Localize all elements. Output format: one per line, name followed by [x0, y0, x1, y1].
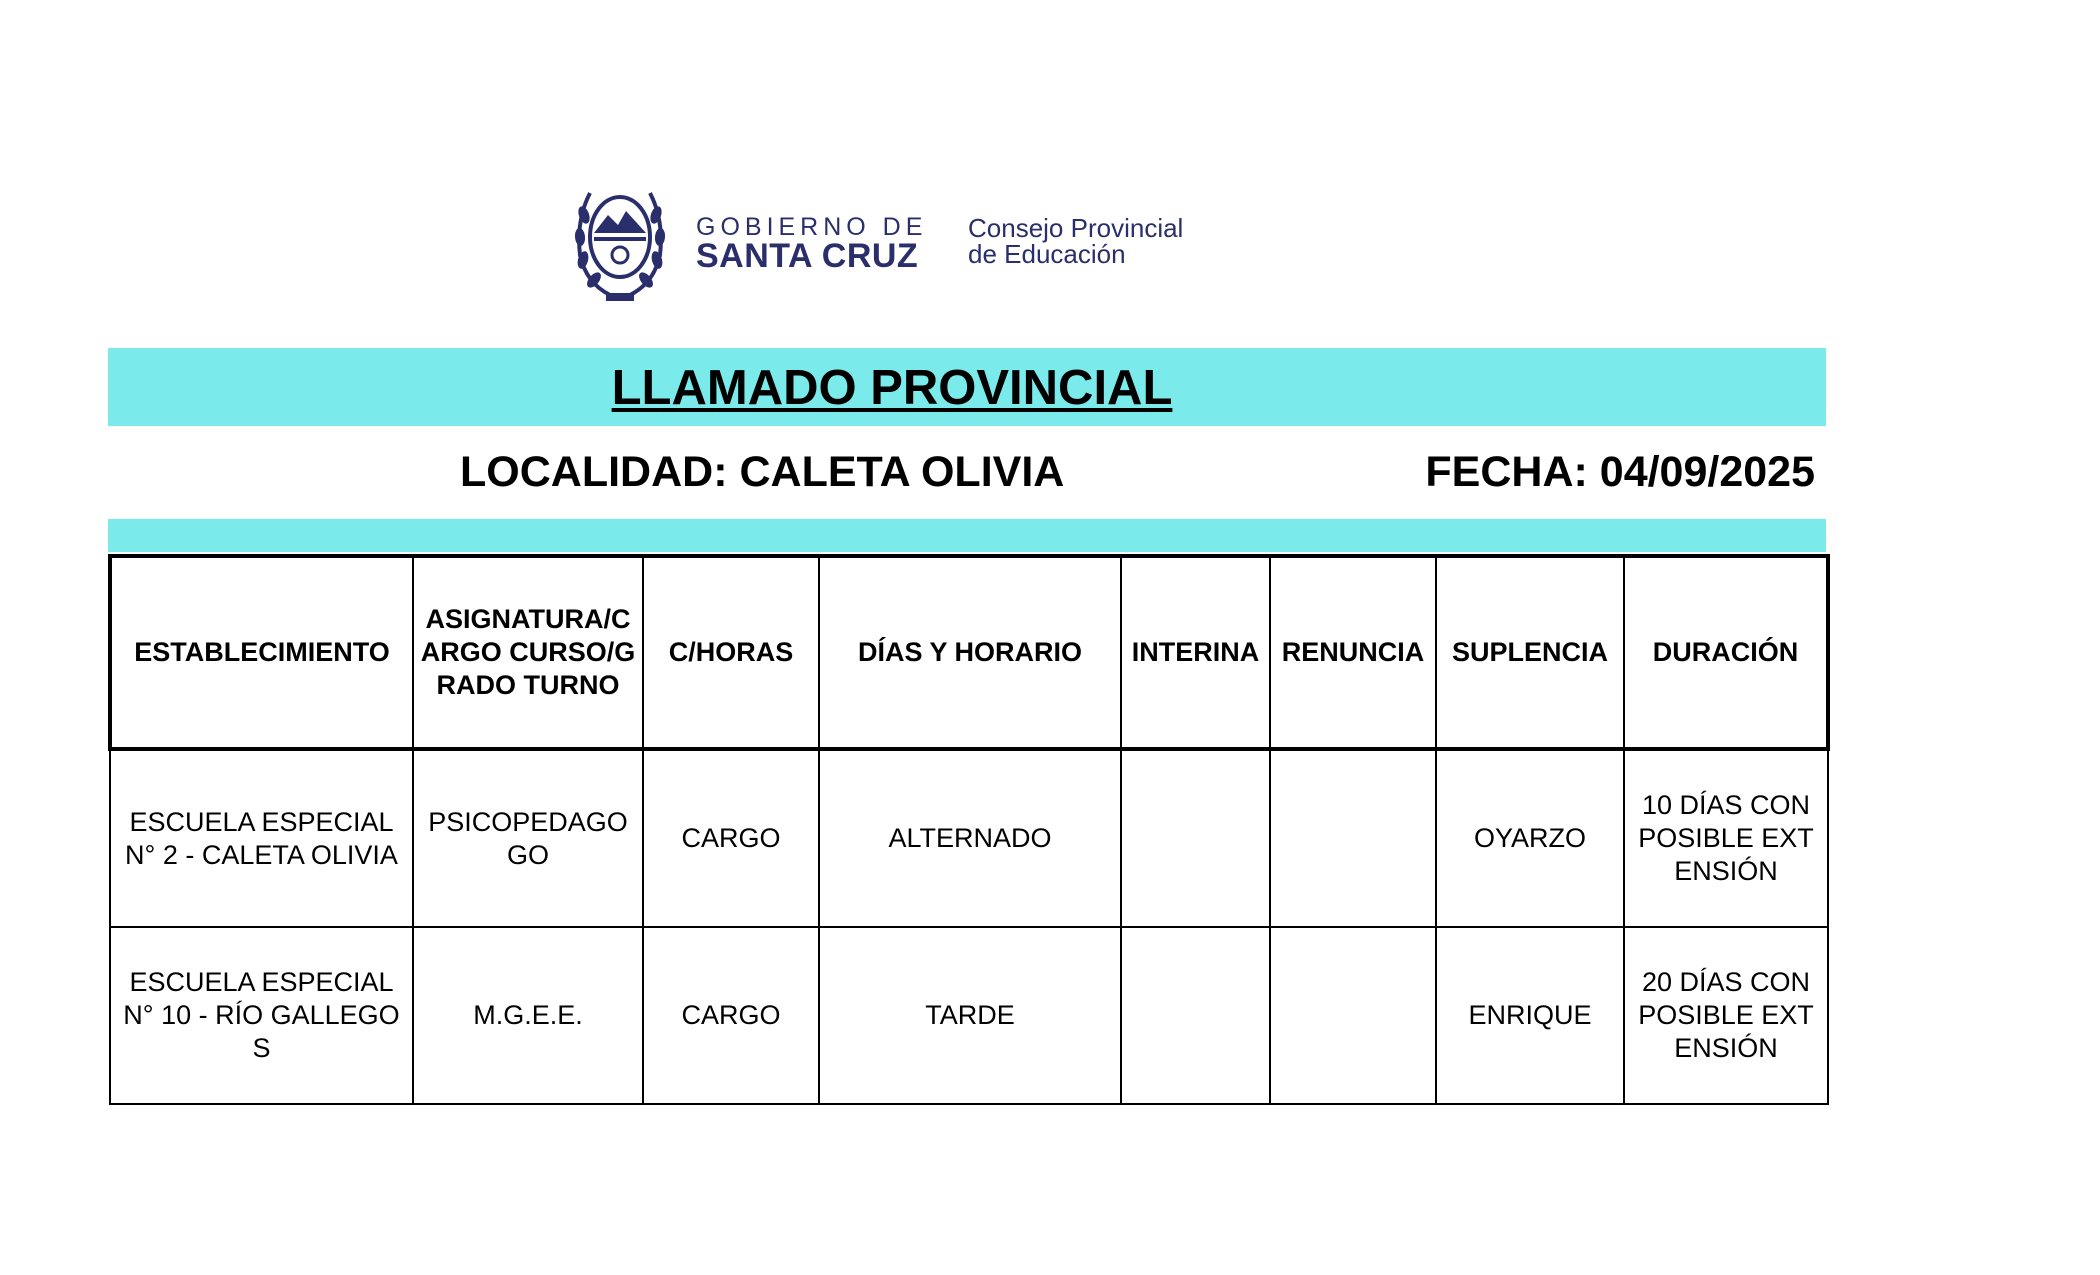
col-interina: INTERINA	[1121, 556, 1270, 749]
positions-table	[108, 554, 1830, 1105]
col-establecimiento: ESTABLECIMIENTO	[110, 556, 413, 749]
cell-horas: CARGO	[643, 749, 819, 927]
table-header-row	[110, 556, 1828, 749]
cell-interina	[1121, 927, 1270, 1104]
col-duracion: DURACIÓN	[1624, 556, 1828, 749]
fecha-label: FECHA: 04/09/2025	[1425, 448, 1815, 496]
cell-asignatura: M.G.E.E.	[413, 927, 643, 1104]
gov-line2: SANTA CRUZ	[696, 237, 919, 275]
cell-dias-horario: TARDE	[819, 927, 1121, 1104]
council-name	[968, 215, 1183, 267]
separator-band	[108, 519, 1826, 552]
gov-line1: GOBIERNO DE	[696, 213, 928, 241]
col-asignatura: ASIGNATURA/CARGO CURSO/GRADO TURNO	[413, 556, 643, 749]
header-logo	[570, 175, 1230, 305]
provincial-seal-icon	[570, 175, 670, 305]
cell-suplencia: OYARZO	[1436, 749, 1624, 927]
cell-interina	[1121, 749, 1270, 927]
col-horas: C/HORAS	[643, 556, 819, 749]
col-suplencia: SUPLENCIA	[1436, 556, 1624, 749]
localidad-label: LOCALIDAD: CALETA OLIVIA	[460, 448, 1065, 496]
cell-establecimiento: ESCUELA ESPECIAL N° 10 - RÍO GALLEGOS	[110, 927, 413, 1104]
table-row	[110, 749, 1828, 927]
council-line2: de Educación	[968, 239, 1126, 269]
cell-renuncia	[1270, 927, 1436, 1104]
cell-suplencia: ENRIQUE	[1436, 927, 1624, 1104]
table-row	[110, 927, 1828, 1104]
cell-horas: CARGO	[643, 927, 819, 1104]
cell-dias-horario: ALTERNADO	[819, 749, 1121, 927]
cell-duracion: 20 DÍAS CON POSIBLE EXTENSIÓN	[1624, 927, 1828, 1104]
col-renuncia: RENUNCIA	[1270, 556, 1436, 749]
col-dias-horario: DÍAS Y HORARIO	[819, 556, 1121, 749]
cell-establecimiento: ESCUELA ESPECIAL N° 2 - CALETA OLIVIA	[110, 749, 413, 927]
cell-renuncia	[1270, 749, 1436, 927]
title-band	[108, 348, 1826, 426]
council-line1: Consejo Provincial	[968, 213, 1184, 243]
cell-duracion: 10 DÍAS CON POSIBLE EXTENSIÓN	[1624, 749, 1828, 927]
page-title: LLAMADO PROVINCIAL	[611, 361, 1173, 415]
cell-asignatura: PSICOPEDAGOGO	[413, 749, 643, 927]
